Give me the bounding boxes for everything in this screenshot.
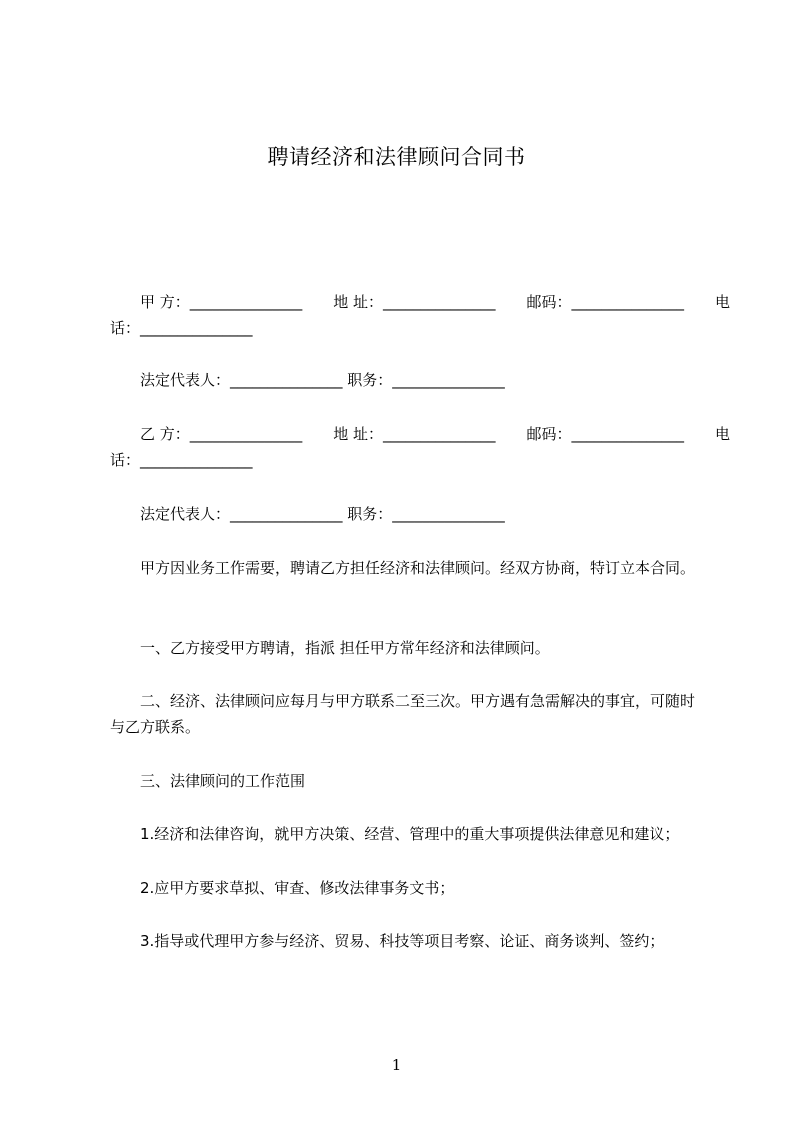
party-b-name-field: 乙 方：_______________ — [140, 425, 303, 443]
clause-1: 一、乙方接受甲方聘请，指派 担任甲方常年经济和法律顾问。 — [140, 639, 550, 657]
party-a-representative — [110, 367, 700, 393]
party-a-rep-line: 法定代表人：_______________ 职务：_______________ — [140, 371, 505, 389]
party-a-phone-field: 电 — [714, 293, 730, 311]
page-number: 1 — [391, 1056, 402, 1074]
clause-3-heading: 三、法律顾问的工作范围 — [140, 772, 306, 790]
party-b-rep-line: 法定代表人：_______________ 职务：_______________ — [140, 505, 505, 523]
party-a-postcode-field: 邮码：_______________ — [526, 293, 685, 311]
scope-item-2: 2.应甲方要求草拟、审查、修改法律事务文书； — [140, 879, 455, 897]
party-a-address-field: 地 址：_______________ — [333, 293, 496, 311]
intro-paragraph: 甲方因业务工作需要，聘请乙方担任经济和法律顾问。经双方协商，特订立本合同。 — [140, 559, 696, 577]
document-title: 聘请经济和法律顾问合同书 — [267, 145, 526, 169]
party-b-info — [110, 421, 730, 473]
party-b-phone-continuation: 话：_______________ — [110, 451, 253, 469]
party-b-phone-field: 电 — [714, 425, 730, 443]
scope-item-3: 3.指导或代理甲方参与经济、贸易、科技等项目考察、论证、商务谈判、签约； — [140, 932, 665, 950]
party-b-representative — [110, 501, 700, 527]
party-b-postcode-field: 邮码：_______________ — [526, 425, 685, 443]
party-b-address-field: 地 址：_______________ — [333, 425, 496, 443]
party-a-info — [110, 289, 730, 341]
party-a-phone-continuation: 话：_______________ — [110, 319, 253, 337]
clause-2: 二、经济、法律顾问应每月与甲方联系二至三次。甲方遇有急需解决的事宜，可随时与乙方联系。 — [110, 692, 696, 736]
party-a-name-field: 甲 方：_______________ — [140, 293, 303, 311]
scope-item-1: 1.经济和法律咨询，就甲方决策、经营、管理中的重大事项提供法律意见和建议； — [140, 825, 680, 843]
